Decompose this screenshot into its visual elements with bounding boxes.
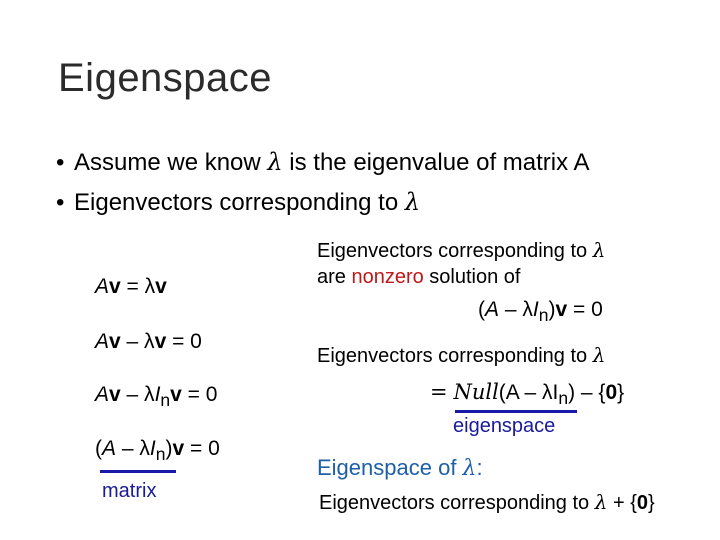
eigenspace-underline	[455, 410, 577, 413]
lambda-symbol: λ	[404, 188, 421, 216]
right-equation: $(A - \lambda I_n)v = 0$	[478, 298, 603, 326]
null-space-equation: = Null(A – $\lambda I_n) - \{0\}$	[430, 380, 625, 409]
right-line-1: Eigenvectors corresponding to λ	[317, 238, 606, 262]
lambda-symbol: λ	[267, 148, 283, 176]
eigenspace-annotation: eigenspace	[453, 415, 556, 437]
equation-av-lv: Av = λv	[95, 275, 167, 298]
matrix-annotation: matrix	[102, 480, 157, 502]
equation-av-minus-lin-v: $Av - \lambda I_nv = 0$	[95, 383, 218, 411]
bullet-dot: •	[56, 189, 65, 216]
right-line-3: Eigenvectors corresponding to λ	[317, 343, 606, 367]
bullet-2: • Eigenvectors corresponding to λ	[56, 188, 421, 216]
equation-factored: $(A - \lambda I_n)v = 0$	[95, 437, 220, 465]
eigenspace-heading: Eigenspace of λ:	[317, 455, 483, 481]
bullet-1: • Assume we know λ is the eigenvalue of matrix A	[56, 148, 590, 176]
bullet-dot: •	[56, 149, 65, 176]
equation-av-minus-lv: Av – λv = 0	[95, 330, 202, 353]
matrix-underline	[100, 470, 176, 473]
nonzero-highlight: nonzero	[351, 266, 424, 288]
right-line-2: are nonzero solution of	[317, 266, 521, 288]
right-last-line: Eigenvectors corresponding to λ + {0}	[319, 490, 655, 514]
slide-title: Eigenspace	[58, 56, 273, 100]
